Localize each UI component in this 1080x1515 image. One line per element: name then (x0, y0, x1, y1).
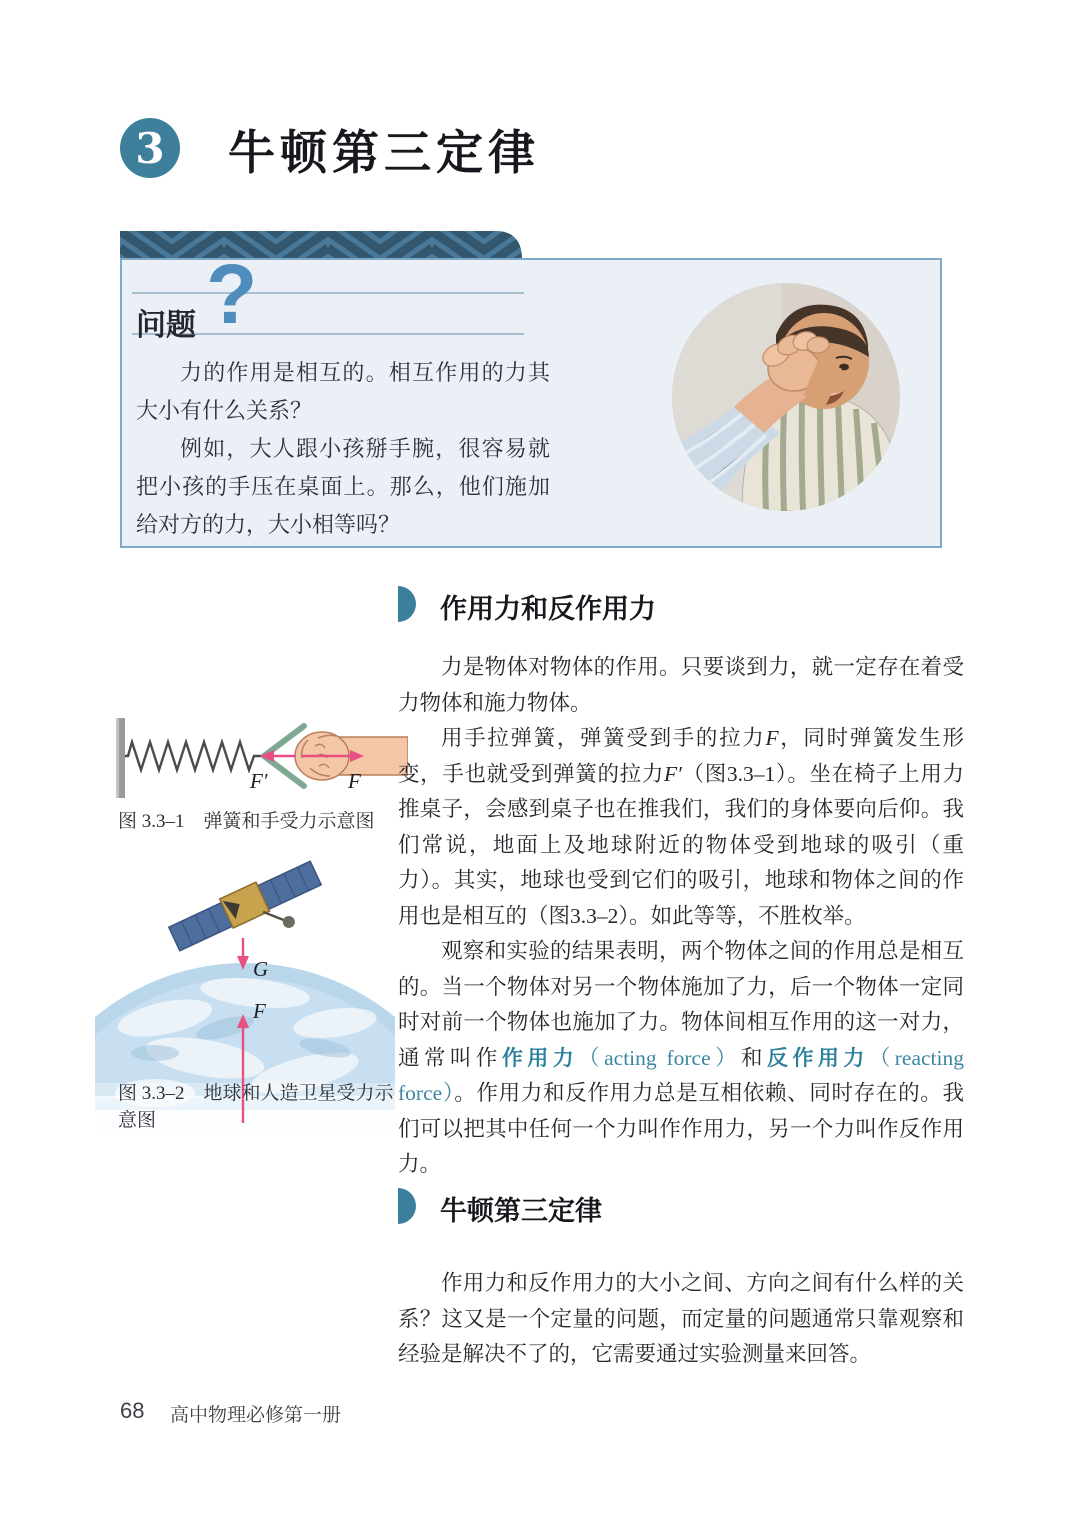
question-text (136, 354, 550, 544)
force-label-f: F (253, 999, 266, 1023)
key-term-reacting-force: 反作用力 (767, 1046, 869, 1070)
question-paragraph: 力的作用是相互的。相互作用的力其大小有什么关系？ (136, 360, 550, 423)
key-term-acting-force: 作用力 (501, 1046, 579, 1070)
question-mark-icon: ? (206, 247, 258, 341)
paragraph (398, 650, 964, 721)
force-symbol: F′ (664, 761, 682, 786)
question-paragraph: 例如，大人跟小孩掰手腕，很容易就把小孩的手压在桌面上。那么，他们施加给对方的力，大小相等吗？ (136, 436, 550, 537)
text-run: 观察和实验的结果表明，两个物体之间的作用总是相互的。当一个物体对另一个物体施加了力，后一个物体一定同时对前一个物体也施加了力。物体间相互作用的这一对力，通常叫作 (398, 939, 964, 1070)
chapter-number-badge (120, 118, 180, 178)
arm-wrestling-photo (672, 283, 900, 511)
force-label-g: G (253, 957, 269, 981)
zigzag-banner (120, 231, 522, 259)
page-title: 牛顿第三定律 (228, 128, 540, 180)
page-number: 68 (120, 1398, 145, 1423)
force-symbol: F (765, 726, 779, 750)
text-run: 和 (741, 1045, 767, 1070)
text-run: 力是物体对物体的作用。只要谈到力，就一定存在着受力物体和施力物体。 (398, 655, 964, 715)
force-label-f: F (348, 769, 361, 793)
text-run: （图3.3–1）。坐在椅子上用力推桌子，会感到桌子也在推我们，我们的身体要向后仰。我们常说，地面上及地球附近的物体受到地球的吸引（重力）。其实，地球也受到它们的吸引，地球和物体之间的作用也是相互的（图3.3–2）。如此等等，不胜枚举。 (398, 761, 964, 928)
figure-caption: 图 3.3–2 地球和人造卫星受力示意图 (118, 1083, 394, 1131)
paragraph (398, 1266, 964, 1373)
paragraph (398, 721, 964, 934)
text-run: ，同时弹簧发生形变，手也就受到弹簧的拉力 (398, 726, 964, 786)
force-label-f-prime: F′ (250, 769, 268, 793)
key-term-english: （acting force） (578, 1045, 742, 1070)
body-text (398, 1266, 964, 1373)
text-run: 用手拉弹簧，弹簧受到手的拉力 (441, 726, 766, 750)
question-box (120, 247, 942, 548)
figure-caption: 图 3.3–1 弹簧和手受力示意图 (118, 811, 375, 832)
section-heading-text: 牛顿第三定律 (440, 1196, 602, 1226)
body-text (398, 650, 964, 1183)
paragraph (398, 934, 964, 1183)
figure-spring-hand (112, 712, 408, 804)
key-term-english: （reacting force） (398, 1045, 964, 1105)
chapter-number: 3 (135, 123, 165, 173)
section-marker-icon (398, 1188, 416, 1224)
book-title: 高中物理必修第一册 (170, 1405, 342, 1426)
question-label: 问题 (136, 309, 196, 342)
section-marker-icon (398, 586, 416, 622)
text-run: 。作用力和反作用力总是互相依赖、同时存在的。我们可以把其中任何一个力叫作作用力，另一个力叫作反作用力。 (398, 1081, 964, 1176)
section-heading-text: 作用力和反作用力 (440, 594, 656, 624)
text-run: 作用力和反作用力的大小之间、方向之间有什么样的关系？这又是一个定量的问题，而定量的问题通常只靠观察和经验是解决不了的，它需要通过实验测量来回答。 (398, 1271, 964, 1366)
divider (132, 292, 524, 294)
